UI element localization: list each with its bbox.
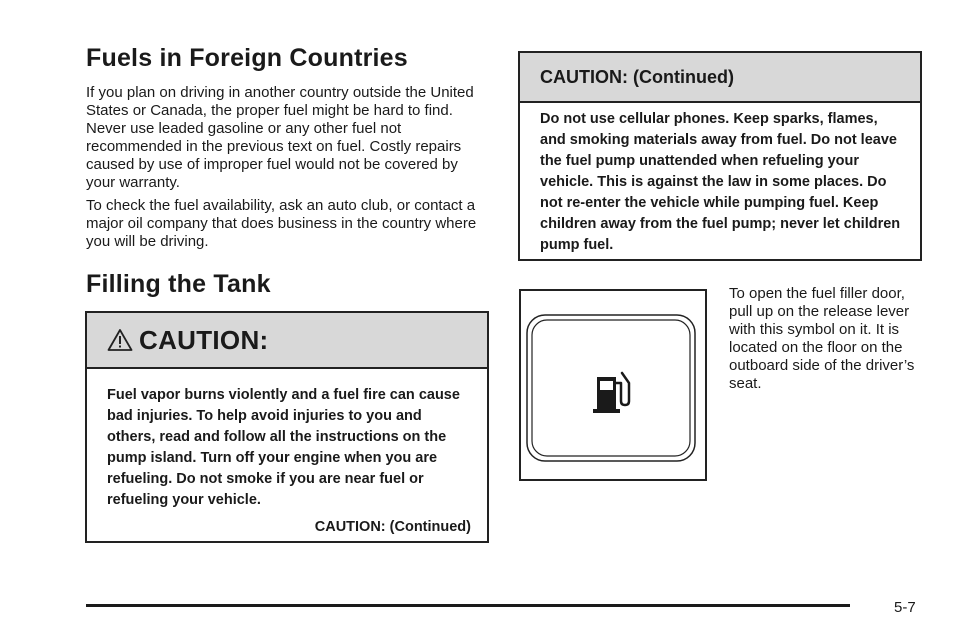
fuel-door-instructions: To open the fuel filler door, pull up on the release lever with this symbol on it. It is located on the floor on the outboard side of the driver’s seat. xyxy=(729,285,915,392)
caution-continued-header xyxy=(520,53,920,103)
page-number: 5-7 xyxy=(894,599,916,616)
section-heading-fuels-foreign: Fuels in Foreign Countries xyxy=(86,44,408,72)
caution-continued-title: CAUTION: (Continued) xyxy=(540,66,734,87)
caution-header xyxy=(87,313,487,369)
caution-continued-text: Do not use cellular phones. Keep sparks, flames, and smoking materials away from fuel. Do not leave the fuel pump unattended when refueling your vehicle. This is against the law in some places. Do not re-enter the vehicle while pumping fuel. Keep children away from the fuel pump; never let children pump fuel. xyxy=(540,111,901,253)
caution-box xyxy=(85,311,489,543)
footer-rule xyxy=(86,604,850,607)
caution-continued-box xyxy=(518,51,922,261)
warning-triangle-icon xyxy=(107,328,133,352)
paragraph-foreign-fuel: If you plan on driving in another country outside the United States or Canada, the proper fuel might be hard to find. Never use leaded gasoline or any other fuel not recommended in the previous text on fuel. Costly repairs caused by use of improper fuel would not be covered by your warranty. xyxy=(86,84,474,191)
caution-continued-note: CAUTION: (Continued) xyxy=(314,519,471,535)
caution-title: CAUTION: xyxy=(139,324,269,355)
caution-continued-body xyxy=(520,103,920,256)
paragraph-fuel-availability: To check the fuel availability, ask an auto club, or contact a major oil company that does business in the country where you will be driving. xyxy=(86,197,477,250)
fuel-door-lever-illustration xyxy=(519,289,707,481)
caution-text: Fuel vapor burns violently and a fuel fire can cause bad injuries. To help avoid injuries to you and others, read and follow all the instructions on the pump island. Turn off your engine when you are refueling. Do not smoke if you are near fuel or refueling your vehicle. xyxy=(107,387,460,508)
fuel-pump-icon xyxy=(521,291,705,479)
section-heading-filling-tank: Filling the Tank xyxy=(86,270,271,298)
caution-body xyxy=(87,369,487,538)
